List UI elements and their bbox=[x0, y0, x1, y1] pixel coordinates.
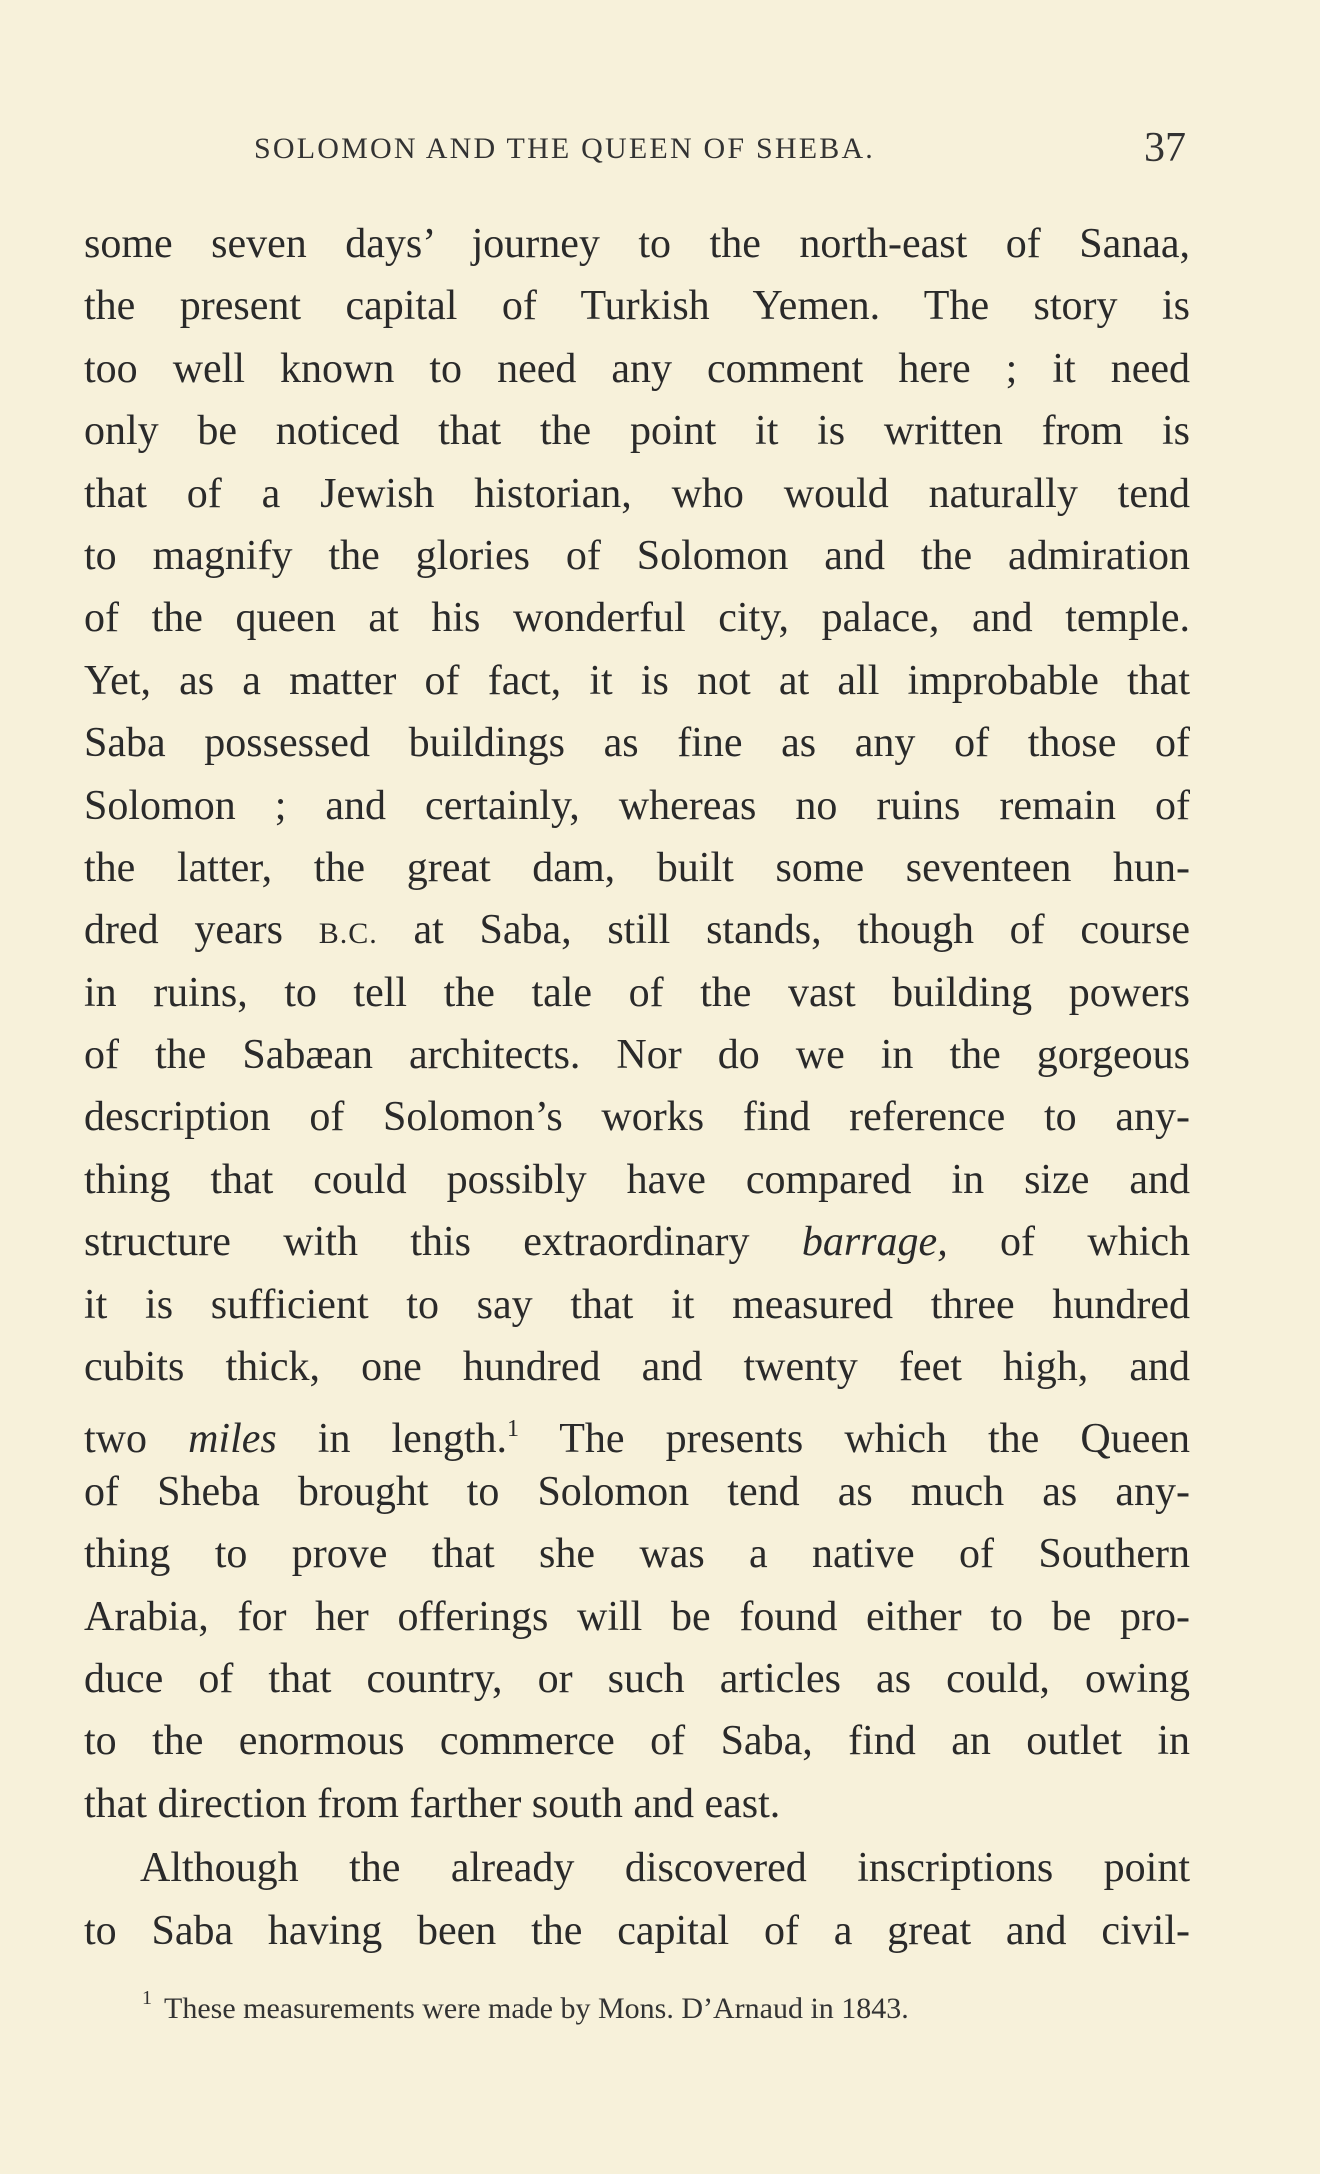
small-caps-bc: B.C. bbox=[318, 917, 378, 951]
text-line bbox=[84, 899, 1190, 961]
text-line: Solomon ; and certainly, whereas no ruins remain of bbox=[84, 782, 1190, 829]
text-line: thing to prove that she was a native of Southern bbox=[84, 1531, 1190, 1578]
footnote-marker: 1 bbox=[142, 1987, 152, 2009]
text-line: of the Sabæan architects. Nor do we in the gorgeous bbox=[84, 1032, 1190, 1079]
text-line: Yet, as a matter of fact, it is not at all improbable that bbox=[84, 657, 1190, 704]
text-line: of Sheba brought to Solomon tend as much as any- bbox=[84, 1468, 1190, 1515]
text-line: the present capital of Turkish Yemen. The story is bbox=[84, 283, 1190, 330]
text-segment: of which bbox=[1000, 1219, 1191, 1266]
text-line bbox=[84, 1211, 1190, 1273]
text-line: too well known to need any comment here ; it need bbox=[84, 345, 1190, 392]
text-line: Saba possessed buildings as fine as any of those of bbox=[84, 720, 1190, 767]
footnote-text: These measurements were made by Mons. D’Arnaud in 1843. bbox=[164, 1992, 909, 2025]
text-line: it is sufficient to say that it measured three hundred bbox=[84, 1281, 1190, 1328]
text-line: description of Solomon’s works find reference to any- bbox=[84, 1094, 1190, 1141]
text-line bbox=[84, 1398, 1190, 1463]
text-line: to the enormous commerce of Saba, find an outlet in bbox=[84, 1718, 1190, 1765]
text-line: cubits thick, one hundred and twenty feet high, and bbox=[84, 1344, 1190, 1391]
text-segment: in length. bbox=[317, 1416, 507, 1463]
text-line: Arabia, for her offerings will be found either to be pro- bbox=[84, 1593, 1190, 1640]
text-line: some seven days’ journey to the north-east of Sanaa, bbox=[84, 221, 1190, 267]
running-title: SOLOMON AND THE QUEEN OF SHEBA. bbox=[254, 132, 876, 165]
text-segment: at Saba, still stands, though of course bbox=[413, 907, 1190, 954]
text-line: that direction from farther south and east. bbox=[84, 1780, 781, 1827]
running-head bbox=[84, 120, 1190, 180]
text-line: thing that could possibly have compared in size and bbox=[84, 1156, 1190, 1203]
text-segment: dred years bbox=[84, 907, 283, 954]
text-line: only be noticed that the point it is written from is bbox=[84, 408, 1190, 455]
text-line: that of a Jewish historian, who would naturally tend bbox=[84, 470, 1190, 517]
text-line: duce of that country, or such articles as could, owing bbox=[84, 1655, 1190, 1702]
body-text bbox=[84, 213, 1190, 1962]
footnote bbox=[142, 1987, 1192, 2026]
italic-barrage: barrage, bbox=[801, 1219, 948, 1266]
text-line: of the queen at his wonderful city, palace, and temple. bbox=[84, 595, 1190, 642]
text-line: to Saba having been the capital of a great and civil- bbox=[84, 1907, 1190, 1954]
text-line: the latter, the great dam, built some seventeen hun- bbox=[84, 844, 1190, 891]
text-line: in ruins, to tell the tale of the vast building powers bbox=[84, 969, 1190, 1016]
text-line: Although the already discovered inscriptions point bbox=[140, 1845, 1190, 1892]
text-line: to magnify the glories of Solomon and the admiration bbox=[84, 532, 1190, 579]
page-number: 37 bbox=[1144, 125, 1186, 171]
italic-miles: miles bbox=[188, 1416, 277, 1463]
text-segment: The presents which the Queen bbox=[559, 1416, 1190, 1463]
footnote-reference: 1 bbox=[506, 1416, 519, 1443]
text-segment: two bbox=[84, 1416, 147, 1463]
text-segment: structure with this extraordinary bbox=[84, 1219, 750, 1266]
